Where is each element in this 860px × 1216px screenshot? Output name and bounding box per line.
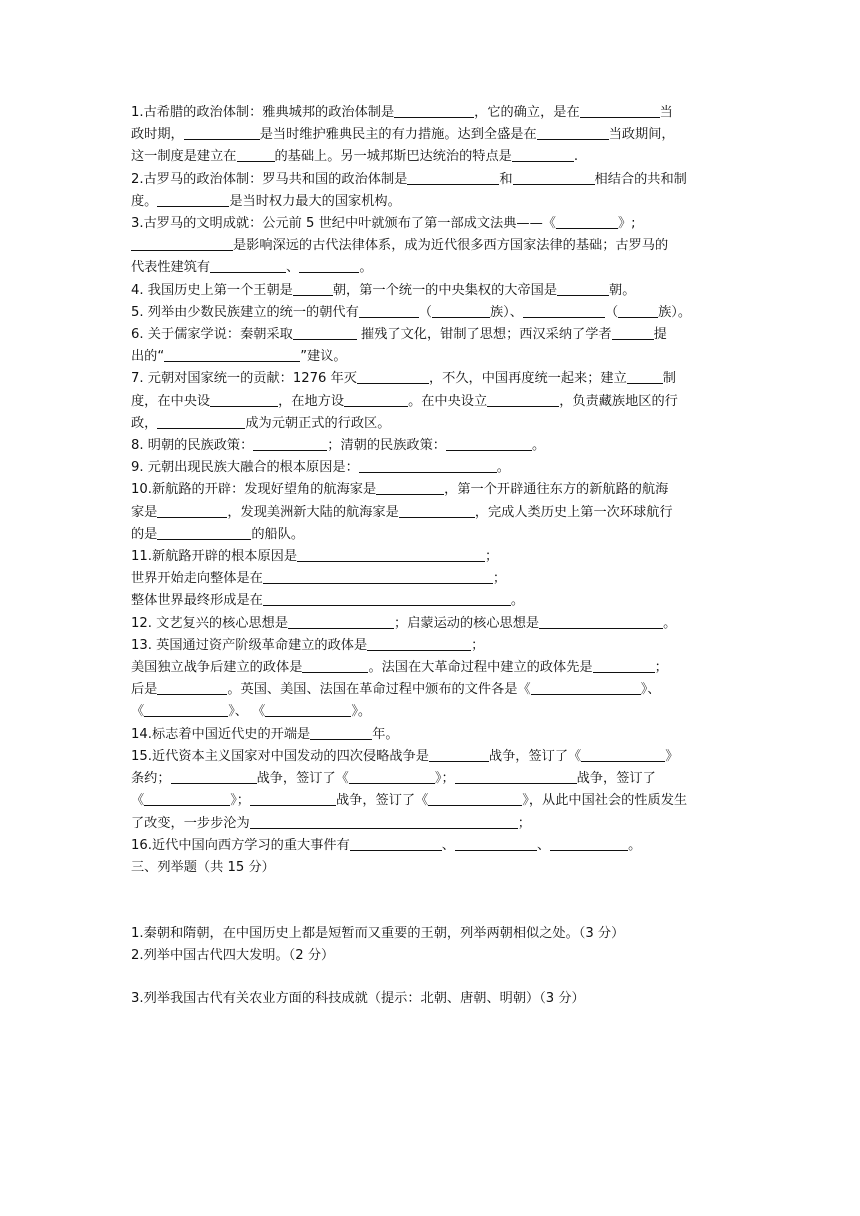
- answer-blank[interactable]: [157, 525, 251, 540]
- question-text: 。: [510, 593, 525, 609]
- answer-blank[interactable]: [581, 747, 665, 762]
- question-text: 7. 元朝对国家统一的贡献：1276 年灭: [131, 371, 357, 387]
- answer-blank[interactable]: [557, 281, 609, 296]
- question-text: 度。: [131, 193, 158, 209]
- question-line: [131, 346, 731, 368]
- answer-blank[interactable]: [593, 658, 655, 673]
- answer-blank[interactable]: [210, 392, 278, 407]
- answer-blank[interactable]: [344, 392, 408, 407]
- question-text: 的是: [131, 526, 158, 542]
- answer-blank[interactable]: [394, 103, 474, 118]
- question-line: [131, 790, 731, 812]
- question-text: 是影响深远的古代法律体系，成为近代很多西方国家法律的基础；古罗马的: [233, 238, 669, 254]
- question-text: 相结合的共和制: [594, 171, 687, 187]
- question-text: 出的“: [131, 349, 165, 365]
- question-line: [131, 724, 731, 746]
- question-text: ；: [654, 660, 668, 676]
- answer-blank[interactable]: [131, 236, 233, 251]
- question-line: [131, 524, 731, 546]
- answer-blank[interactable]: [512, 147, 574, 162]
- question-text: 。: [359, 260, 373, 276]
- question-line: [131, 457, 731, 479]
- answer-blank[interactable]: [359, 458, 497, 473]
- answer-blank[interactable]: [487, 392, 559, 407]
- question-text: 5. 列举由少数民族建立的统一的朝代有: [131, 304, 359, 320]
- answer-blank[interactable]: [288, 614, 394, 629]
- question-text: 1.秦朝和隋朝，在中国历史上都是短暂而又重要的王朝，列举两朝相似之处。（3 分）: [131, 926, 625, 942]
- question-text: 。: [496, 460, 510, 476]
- answer-blank[interactable]: [350, 836, 442, 851]
- question-line: [131, 146, 731, 168]
- answer-blank[interactable]: [144, 702, 228, 717]
- question-line: [131, 657, 731, 679]
- question-text: 和: [499, 171, 513, 187]
- answer-blank[interactable]: [210, 258, 286, 273]
- answer-blank[interactable]: [263, 569, 493, 584]
- question-line: [131, 257, 731, 279]
- question-line: [131, 768, 731, 790]
- question-text: 条约；: [131, 771, 171, 787]
- question-line: [131, 590, 731, 612]
- question-text: 、: [286, 260, 300, 276]
- question-text: 8. 明朝的民族政策：: [131, 438, 254, 454]
- answer-blank[interactable]: [376, 480, 444, 495]
- question-text: 度，在中央设: [131, 393, 211, 409]
- answer-blank[interactable]: [250, 814, 518, 829]
- question-text: 3.列举我国古代有关农业方面的科技成就（提示：北朝、唐朝、明朝）（3 分）: [131, 990, 585, 1006]
- question-text: 后是: [131, 682, 158, 698]
- question-line: [131, 988, 731, 1010]
- question-line: [131, 568, 731, 590]
- question-text: 。: [628, 837, 642, 853]
- question-text: .: [573, 149, 579, 165]
- question-text: ，负责藏族地区的行: [559, 393, 678, 409]
- question-line: [131, 413, 731, 435]
- question-text: 家是: [131, 504, 158, 520]
- question-text: 整体世界最终形成是在: [131, 593, 263, 609]
- answer-blank[interactable]: [297, 547, 485, 562]
- question-text: 族）。: [658, 304, 692, 320]
- answer-blank[interactable]: [359, 303, 419, 318]
- question-line: [131, 102, 731, 124]
- question-text: 三、列举题（共 15 分）: [131, 859, 275, 875]
- question-line: [131, 701, 731, 723]
- question-text: 战争，签订了《: [335, 793, 429, 809]
- answer-blank[interactable]: [164, 347, 300, 362]
- question-line: [131, 302, 731, 324]
- question-line: [131, 191, 731, 213]
- question-text: 16.近代中国向西方学习的重大事件有: [131, 837, 350, 853]
- question-text: 》、: [640, 682, 661, 698]
- answer-blank[interactable]: [627, 369, 663, 384]
- question-text: 朝，第一个统一的中央集权的大帝国是: [332, 282, 558, 298]
- question-text: 代表性建筑有: [131, 260, 211, 276]
- answer-blank[interactable]: [349, 769, 435, 784]
- answer-blank[interactable]: [263, 591, 511, 606]
- answer-blank[interactable]: [407, 170, 499, 185]
- question-text: ，完成人类历史上第一次环球航行: [474, 504, 673, 520]
- question-text: 13. 英国通过资产阶级革命建立的政体是: [131, 637, 368, 653]
- question-text: 15.近代资本主义国家对中国发动的四次侵略战争是: [131, 748, 429, 764]
- question-text: 制: [662, 371, 676, 387]
- question-text: ；: [471, 637, 485, 653]
- answer-blank[interactable]: [550, 836, 628, 851]
- question-text: 了改变，一步步沦为: [131, 815, 250, 831]
- answer-blank[interactable]: [157, 192, 229, 207]
- answer-blank[interactable]: [523, 303, 605, 318]
- question-text: 》: [665, 748, 679, 764]
- question-text: 2.列举中国古代四大发明。（2 分）: [131, 948, 335, 964]
- question-line: [131, 613, 731, 635]
- question-text: 当政期间，: [608, 127, 675, 143]
- question-text: 族）、: [489, 304, 523, 320]
- question-text: 摧残了文化，钳制了思想；西汉采纳了学者: [356, 327, 612, 343]
- question-line: [131, 391, 731, 413]
- answer-blank[interactable]: [237, 147, 275, 162]
- answer-blank[interactable]: [157, 680, 227, 695]
- question-line: [131, 546, 731, 568]
- question-line: [131, 435, 731, 457]
- answer-blank[interactable]: [357, 369, 429, 384]
- question-text: 。法国在大革命过程中建立的政体先是: [368, 660, 593, 676]
- answer-blank[interactable]: [539, 614, 663, 629]
- question-text: 政，: [131, 415, 158, 431]
- answer-blank[interactable]: [580, 103, 660, 118]
- question-text: 这一制度是建立在: [131, 149, 237, 165]
- question-text: 6. 关于儒家学说：秦朝采取: [131, 327, 293, 343]
- question-text: ；: [517, 815, 531, 831]
- question-text: 。: [663, 615, 677, 631]
- question-line: [131, 857, 731, 879]
- answer-blank[interactable]: [618, 303, 658, 318]
- question-line: [131, 746, 731, 768]
- question-text: 14.标志着中国近代史的开端是: [131, 726, 311, 742]
- question-line: [131, 813, 731, 835]
- answer-blank[interactable]: [367, 636, 471, 651]
- question-text: 》。: [351, 704, 372, 720]
- question-line: [131, 835, 731, 857]
- question-line: [131, 479, 731, 501]
- question-text: 3.古罗马的文明成就：公元前 5 世纪中叶就颁布了第一部成文法典——《: [131, 216, 556, 232]
- question-text: ；清朝的民族政策：: [327, 438, 446, 454]
- question-line: [131, 635, 731, 657]
- exam-document: [131, 102, 731, 1010]
- answer-blank[interactable]: [293, 281, 333, 296]
- answer-blank[interactable]: [612, 325, 654, 340]
- question-text: 11.新航路开辟的根本原因是: [131, 549, 298, 565]
- answer-blank[interactable]: [250, 791, 336, 806]
- question-line: [131, 124, 731, 146]
- question-text: 政时期，: [131, 127, 184, 143]
- answer-blank[interactable]: [144, 791, 230, 806]
- question-text: 战争，签订了《: [256, 771, 349, 787]
- question-line: [131, 280, 731, 302]
- question-text: ，第一个开辟通往东方的新航路的航海: [444, 482, 669, 498]
- answer-blank[interactable]: [537, 125, 609, 140]
- question-text: ，发现美洲新大陆的航海家是: [227, 504, 399, 520]
- answer-blank[interactable]: [157, 503, 227, 518]
- answer-blank[interactable]: [455, 769, 577, 784]
- answer-blank[interactable]: [265, 702, 351, 717]
- question-text: 》，从此中国社会的性质发生: [522, 793, 688, 809]
- answer-blank[interactable]: [455, 836, 537, 851]
- question-text: 、: [536, 837, 551, 853]
- answer-blank[interactable]: [310, 725, 372, 740]
- question-line: [131, 235, 731, 257]
- answer-space: [131, 968, 731, 988]
- question-text: 是当时权力最大的国家机构。: [229, 193, 401, 209]
- question-text: 12. 文艺复兴的核心思想是: [131, 615, 289, 631]
- question-line: [131, 213, 731, 235]
- question-text: ；: [485, 549, 499, 565]
- answer-space: [131, 879, 731, 923]
- question-text: 》；: [230, 793, 250, 809]
- question-text: ；: [492, 571, 507, 587]
- answer-blank[interactable]: [429, 747, 489, 762]
- question-text: 2.古罗马的政治体制：罗马共和国的政治体制是: [131, 171, 408, 187]
- question-line: [131, 923, 731, 945]
- answer-blank[interactable]: [531, 680, 641, 695]
- question-text: 年。: [372, 726, 399, 742]
- question-text: 提: [653, 327, 667, 343]
- answer-blank[interactable]: [556, 214, 618, 229]
- answer-blank[interactable]: [513, 170, 595, 185]
- question-line: [131, 679, 731, 701]
- question-text: 战争，签订了: [576, 771, 656, 787]
- question-text: 是当时维护雅典民主的有力措施。达到全盛是在: [259, 127, 537, 143]
- question-text: 《: [131, 793, 145, 809]
- question-text: 战争，签订了《: [488, 748, 582, 764]
- question-text: 。在中央设立: [408, 393, 488, 409]
- question-text: 世界开始走向整体是在: [131, 571, 263, 587]
- answer-blank[interactable]: [302, 658, 368, 673]
- question-text: 1.古希腊的政治体制：雅典城邦的政治体制是: [131, 105, 395, 120]
- question-line: [131, 945, 731, 967]
- question-text: ，不久，中国再度统一起来；建立: [428, 371, 627, 387]
- answer-blank[interactable]: [446, 436, 532, 451]
- question-text: 当: [659, 105, 673, 120]
- answer-blank[interactable]: [157, 414, 245, 429]
- question-text: 》;: [617, 216, 636, 232]
- answer-blank[interactable]: [171, 769, 257, 784]
- answer-blank[interactable]: [253, 436, 327, 451]
- question-text: （: [604, 304, 619, 320]
- answer-blank[interactable]: [399, 503, 475, 518]
- question-text: 10.新航路的开辟：发现好望角的航海家是: [131, 482, 377, 498]
- question-text: 。英国、美国、法国在革命过程中颁布的文件各是《: [227, 682, 531, 698]
- question-line: [131, 324, 731, 346]
- question-line: [131, 368, 731, 390]
- question-text: 美国独立战争后建立的政体是: [131, 660, 303, 676]
- question-text: 。: [531, 438, 546, 454]
- question-text: 、: [441, 837, 455, 853]
- question-text: 》、 《: [228, 704, 266, 720]
- answer-blank[interactable]: [428, 791, 522, 806]
- question-text: 成为元朝正式的行政区。: [245, 415, 391, 431]
- question-text: 《: [131, 704, 145, 720]
- question-text: 》；: [434, 771, 455, 787]
- answer-blank[interactable]: [184, 125, 260, 140]
- answer-blank[interactable]: [432, 303, 490, 318]
- question-line: [131, 502, 731, 524]
- question-text: ；启蒙运动的核心思想是: [394, 615, 540, 631]
- question-text: 4. 我国历史上第一个王朝是: [131, 282, 293, 298]
- question-text: 的船队。: [251, 526, 305, 542]
- answer-blank[interactable]: [293, 325, 357, 340]
- answer-blank[interactable]: [299, 258, 359, 273]
- question-text: 的基础上。另一城邦斯巴达统治的特点是: [274, 149, 512, 165]
- question-text: ”建议。: [300, 349, 347, 365]
- question-text: 朝。: [609, 282, 636, 298]
- question-text: （: [418, 304, 432, 320]
- question-text: ，它的确立，是在: [474, 105, 580, 120]
- question-line: [131, 169, 731, 191]
- question-text: ，在地方设: [278, 393, 345, 409]
- question-text: 9. 元朝出现民族大融合的根本原因是：: [131, 460, 359, 476]
